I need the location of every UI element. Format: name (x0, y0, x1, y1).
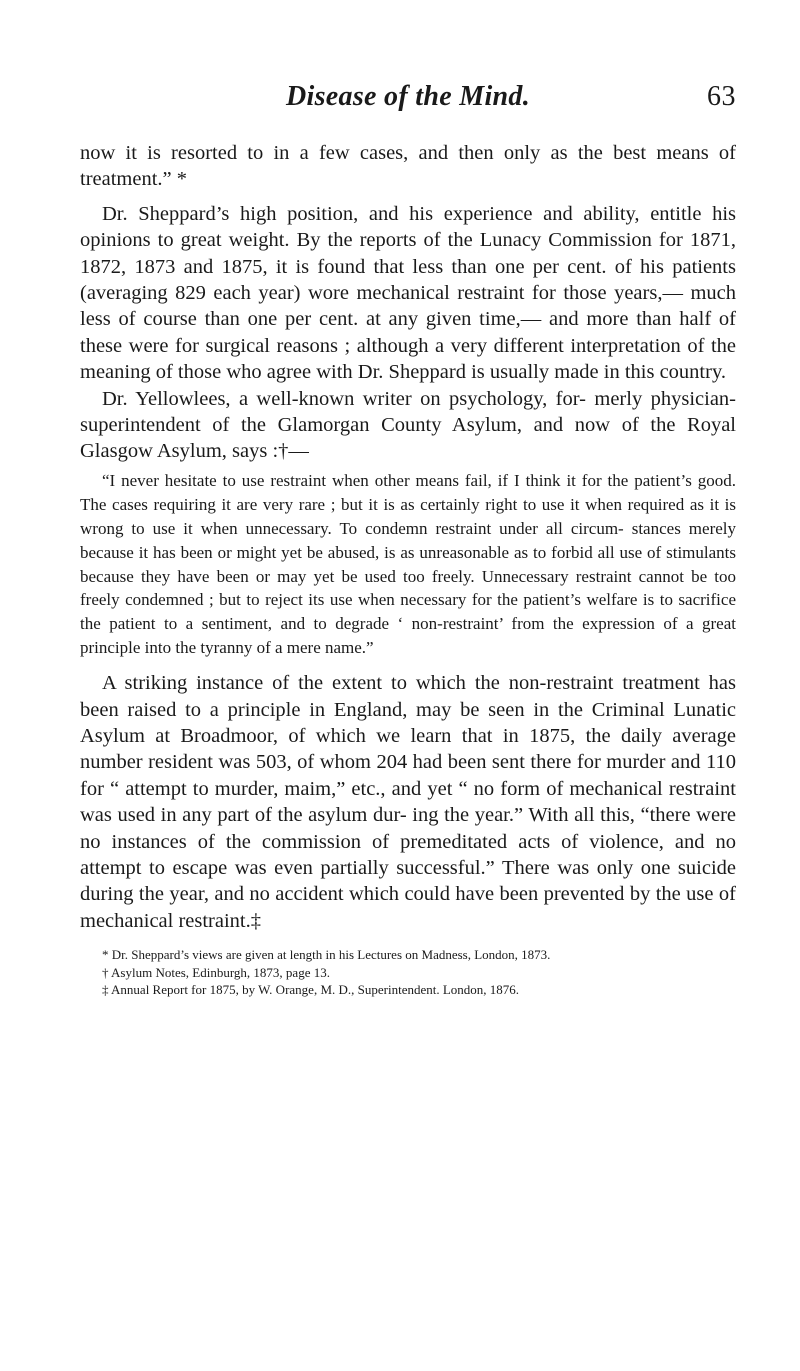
footnotes (80, 946, 736, 999)
page-body (80, 140, 736, 934)
paragraph-yellowlees: Dr. Yellowlees, a well-known writer on psychology, for- merly physician-superintendent of the Glamorgan County Asylum, and now of the Royal Glasgow Asylum, says :†— (80, 387, 736, 463)
page-header (80, 80, 736, 116)
footnote: ‡ Annual Report for 1875, by W. Orange, M. D., Superintendent. London, 1876. (102, 982, 520, 998)
paragraph-broadmoor: A striking instance of the extent to which the non-restraint treatment has been raised to a principle in England, may be seen in the Criminal Lunatic Asylum at Broadmoor, of which we learn that in 1875, the daily average number resident was 503, of whom 204 had been sent there for murder and 110 for “ attempt to murder, maim,” etc., and yet “ no form of mechanical restraint was used in any part of the asylum dur- ing the year.” With all this, “there were no instances of the commission of premeditated acts of violence, and no attempt to escape was even partially successful.” There was only one suicide during the year, and no accident which could have been prevented by the use of mechanical restraint.‡ (80, 672, 736, 932)
footnote: * Dr. Sheppard’s views are given at length in his Lectures on Madness, London, 1873. (102, 947, 551, 963)
block-quote: “I never hesitate to use restraint when other means fail, if I think it for the patient’s good. The cases requiring it are very rare ; but it is as certainly right to use it when required as it is wrong to use it when unnecessary. To condemn restraint under all circum- stances merely because it has been or might yet be abused, is as unreasonable as to forbid all use of stimulants because they have been or may yet be used too freely. Unnecessary restraint cannot be too freely condemned ; but to reject its use when necessary for the patient’s welfare is to sacrifice the patient to a sentiment, and to degrade ‘ non-restraint’ from the expression of a great principle into the tyranny of a mere name.” (80, 470, 736, 658)
paragraph-sheppard: Dr. Sheppard’s high position, and his experience and ability, entitle his opinions to great weight. By the reports of the Lunacy Commission for 1871, 1872, 1873 and 1875, it is found that less than one per cent. of his patients (averaging 829 each year) wore mechanical restraint for those years,— much less of course than one per cent. at any given time,— and more than half of these were for surgical reasons ; although a very different interpretation of the meaning of those who agree with Dr. Sheppard is usually made in this country. (80, 202, 736, 384)
book-page (80, 80, 736, 999)
page-number: 63 (707, 81, 736, 112)
footnote: † Asylum Notes, Edinburgh, 1873, page 13. (102, 964, 330, 980)
running-title: Disease of the Mind. (286, 81, 530, 112)
paragraph-continuation: now it is resorted to in a few cases, and then only as the best means of treatment.” * (80, 142, 736, 191)
